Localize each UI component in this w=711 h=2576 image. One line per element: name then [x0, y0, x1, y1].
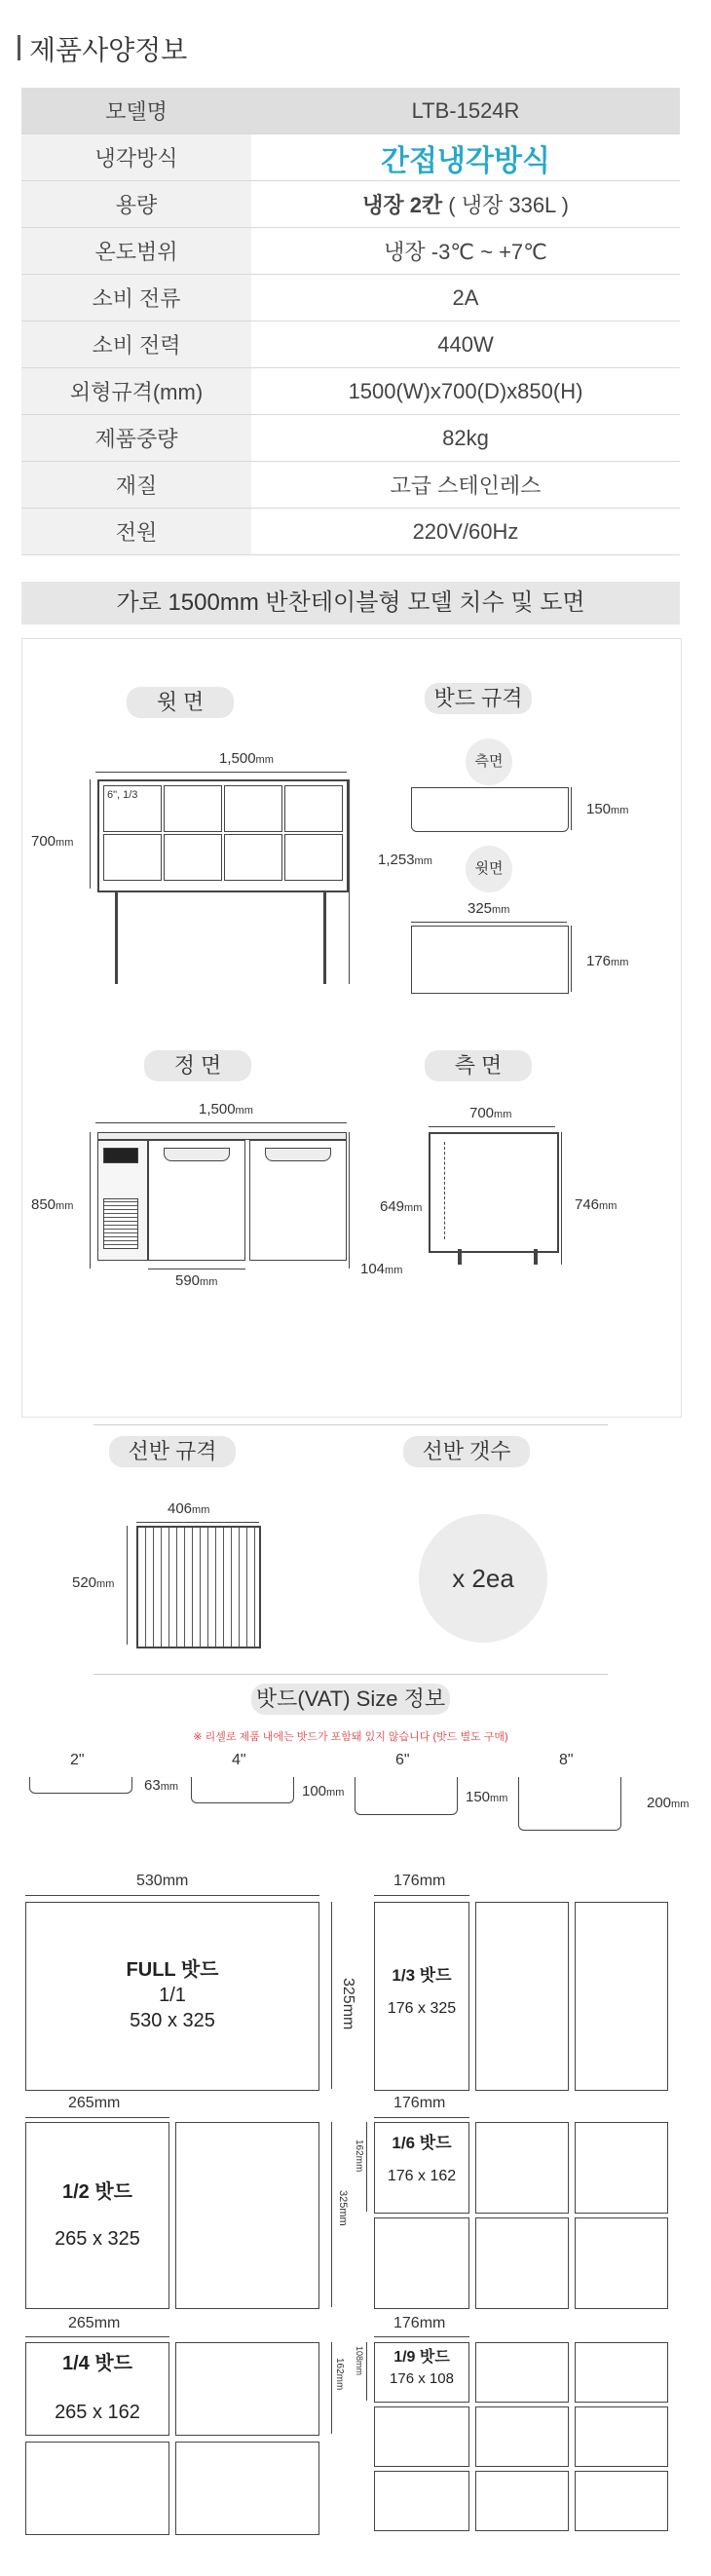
side-view-label: 측 면	[425, 1050, 532, 1081]
quarter-width-dim: 265mm	[68, 2315, 121, 2331]
shelf-spec-label: 선반 규격	[109, 1436, 236, 1467]
sixth-width-dim: 176mm	[393, 2095, 446, 2111]
front-view-label: 정 면	[144, 1050, 251, 1081]
capacity-bold: 냉장 2칸	[362, 193, 443, 217]
title-accent-bar	[18, 35, 20, 60]
vat-2inch-shape	[29, 1777, 132, 1794]
vat-cell	[164, 785, 222, 832]
third-width-dim: 176mm	[393, 1873, 446, 1889]
spec-label: 제품중량	[21, 415, 251, 462]
ninth-vat-box	[575, 2471, 668, 2531]
spec-value: 고급 스테인레스	[251, 462, 680, 509]
shelf-depth-dim: 520mm	[72, 1574, 115, 1591]
spec-value: 82kg	[251, 415, 680, 462]
spec-value: 냉장 -3℃ ~ +7℃	[251, 228, 680, 275]
third-vat-box	[475, 1902, 569, 2091]
table-row	[21, 368, 680, 415]
dimension-line	[374, 2117, 469, 2118]
third-vat-name: 1/3 밧드	[392, 1966, 452, 1985]
dimension-line	[25, 2117, 169, 2118]
vat-inch-8: 8"	[559, 1752, 574, 1768]
sixth-vat-size: 176 x 162	[387, 2168, 457, 2184]
dimension-line	[331, 2342, 332, 2434]
side-height-dim: 746mm	[575, 1196, 617, 1213]
vat-cell	[284, 834, 343, 881]
ninth-vat-box	[475, 2342, 569, 2403]
vat-6inch-depth: 150mm	[466, 1789, 508, 1805]
top-width-dim: 1,500mm	[219, 750, 274, 767]
spec-value: 간접냉각방식	[251, 134, 680, 181]
spec-value: 1500(W)x700(D)x850(H)	[251, 368, 680, 415]
table-row	[21, 462, 680, 509]
ninth-height-dim: 108mm	[355, 2346, 364, 2376]
ninth-vat-box	[374, 2471, 469, 2531]
spec-label: 소비 전력	[21, 322, 251, 368]
vat-cell	[103, 834, 162, 881]
vat-spec-label: 밧드 규격	[425, 683, 532, 714]
dimension-line	[411, 922, 567, 923]
third-vat-size: 176 x 325	[387, 2000, 457, 2017]
spec-value	[251, 181, 680, 228]
leg	[115, 890, 118, 984]
ninth-width-dim: 176mm	[393, 2315, 446, 2331]
table-row	[21, 322, 680, 368]
vat-inch-6: 6"	[395, 1752, 410, 1768]
full-width-dim: 530mm	[136, 1873, 189, 1889]
sixth-height-dim: 162mm	[354, 2140, 364, 2173]
shelf-drawing	[136, 1526, 261, 1648]
spec-label: 모델명	[21, 88, 251, 134]
quarter-vat-box	[25, 2442, 169, 2535]
full-height-dim: 325mm	[340, 1978, 356, 2030]
dimension-line	[25, 2336, 169, 2337]
dimension-line	[90, 779, 91, 889]
quarter-vat-box	[175, 2342, 319, 2436]
quarter-vat-box	[175, 2442, 319, 2535]
spec-value: 2A	[251, 275, 680, 322]
table-row	[21, 181, 680, 228]
dimension-line	[136, 1522, 259, 1523]
vat-6inch-shape	[355, 1777, 458, 1815]
spec-value: 220V/60Hz	[251, 509, 680, 555]
total-height-dim: 1,253mm	[378, 852, 432, 868]
table-row	[21, 228, 680, 275]
sixth-vat-box	[374, 2122, 469, 2214]
half-height-dim: 325mm	[337, 2190, 349, 2226]
spec-value: LTB-1524R	[251, 88, 680, 134]
dimension-line	[429, 1126, 555, 1127]
dimension-line	[25, 1895, 319, 1896]
dimension-line	[561, 1132, 562, 1265]
sixth-vat-box	[374, 2217, 469, 2309]
spec-label: 재질	[21, 462, 251, 509]
quarter-vat-box	[25, 2342, 169, 2436]
vat-8inch-depth: 200mm	[647, 1795, 690, 1811]
front-inner-height-dim: 649mm	[380, 1198, 423, 1215]
section-divider	[94, 1424, 608, 1425]
front-door-dim: 590mm	[175, 1272, 218, 1289]
dimension-line	[366, 2342, 367, 2401]
side-inner-line	[444, 1142, 445, 1239]
section-divider	[94, 1674, 608, 1675]
dimension-line	[374, 2336, 469, 2337]
third-vat-box	[575, 1902, 668, 2091]
spec-label: 전원	[21, 509, 251, 555]
half-vat-box	[175, 2122, 319, 2309]
page-title: 제품사양정보	[29, 35, 188, 65]
dimension-line	[331, 1902, 332, 2089]
dimension-line	[571, 926, 572, 992]
shelf-width-dim: 406mm	[168, 1500, 210, 1517]
vat-4inch-depth: 100mm	[302, 1783, 345, 1799]
shelf-count-label: 선반 갯수	[403, 1436, 530, 1467]
half-vat-box	[25, 2122, 169, 2309]
control-panel	[103, 1148, 138, 1163]
half-vat-name: 1/2 밧드	[62, 2181, 132, 2203]
vat-top-shape	[411, 926, 569, 994]
grid-note: 6", 1/3	[107, 789, 138, 801]
dimension-line	[349, 1132, 350, 1269]
full-vat-box	[25, 1902, 319, 2091]
spec-value: 440W	[251, 322, 680, 368]
half-width-dim: 265mm	[68, 2095, 121, 2111]
dimension-line	[95, 772, 347, 773]
vat-2inch-depth: 63mm	[144, 1777, 179, 1794]
side-small-label: 측면	[466, 739, 512, 785]
sixth-vat-box	[575, 2122, 668, 2214]
table-row	[21, 509, 680, 555]
dimension-line	[90, 1132, 91, 1269]
sixth-vat-box	[475, 2217, 569, 2309]
front-top	[97, 1132, 347, 1140]
top-view-label: 윗 면	[127, 687, 234, 718]
vat-cell	[284, 785, 343, 832]
top-small-label: 윗면	[466, 846, 512, 892]
ninth-vat-box	[475, 2471, 569, 2531]
side-outline	[429, 1132, 559, 1253]
ninth-vat-box	[374, 2342, 469, 2403]
drawing-panel	[21, 638, 682, 1418]
table-row	[21, 134, 680, 181]
top-height-dim: 700mm	[31, 833, 74, 850]
quarter-vat-name: 1/4 밧드	[62, 2353, 132, 2374]
spec-label: 냉각방식	[21, 134, 251, 181]
ninth-vat-box	[374, 2406, 469, 2467]
vat-inch-2: 2"	[70, 1752, 85, 1768]
sixth-vat-name: 1/6 밧드	[392, 2134, 452, 2152]
vat-cell	[224, 785, 282, 832]
full-vat-size: 530 x 325	[130, 2010, 215, 2031]
sixth-vat-box	[475, 2122, 569, 2214]
dimension-line	[95, 1122, 347, 1123]
dimension-line	[571, 787, 572, 830]
sixth-vat-box	[575, 2217, 668, 2309]
vat-cell	[224, 834, 282, 881]
vat-side-shape	[411, 787, 569, 832]
vat-info-title: 밧드(VAT) Size 정보	[251, 1684, 450, 1715]
spec-table	[21, 88, 680, 555]
spec-label: 소비 전류	[21, 275, 251, 322]
table-row	[21, 275, 680, 322]
table-row	[21, 415, 680, 462]
leg	[458, 1249, 462, 1265]
dimension-line	[366, 2122, 367, 2212]
front-leg-dim: 104mm	[360, 1261, 403, 1277]
vat-note: ※ 리셀로 제품 내에는 밧드가 포함돼 있지 않습니다 (밧드 별도 구매)	[193, 1731, 508, 1743]
dimension-line	[127, 1526, 128, 1645]
door-handle	[164, 1148, 230, 1161]
vat-8inch-shape	[518, 1777, 621, 1831]
ninth-vat-box	[575, 2406, 668, 2467]
spec-label: 온도범위	[21, 228, 251, 275]
door-handle	[265, 1148, 331, 1161]
full-vat-name: FULL 밧드	[126, 1959, 219, 1981]
vat-top-depth-dim: 176mm	[586, 953, 629, 969]
vat-depth-dim: 150mm	[586, 801, 629, 817]
vent-grille	[103, 1198, 138, 1249]
leg	[323, 890, 326, 984]
half-vat-size: 265 x 325	[55, 2228, 140, 2250]
dimension-line	[374, 1895, 469, 1896]
vat-4inch-shape	[191, 1777, 294, 1803]
spec-label: 용량	[21, 181, 251, 228]
front-height-dim: 850mm	[31, 1196, 74, 1213]
quarter-height-dim: 162mm	[334, 2358, 345, 2391]
dimension-line	[331, 2122, 332, 2307]
ninth-vat-box	[575, 2342, 668, 2403]
front-width-dim: 1,500mm	[199, 1101, 253, 1118]
third-vat-box	[374, 1902, 469, 2091]
vat-inch-4: 4"	[232, 1752, 246, 1768]
dimension-line	[349, 779, 350, 984]
ninth-vat-box	[475, 2406, 569, 2467]
capacity-rest: ( 냉장 336L )	[442, 193, 569, 217]
shelf-count-circle: x 2ea	[419, 1514, 547, 1643]
ninth-vat-size: 176 x 108	[390, 2370, 454, 2387]
quarter-vat-size: 265 x 162	[55, 2402, 140, 2423]
side-width-dim: 700mm	[469, 1105, 512, 1121]
vat-width-dim: 325mm	[468, 900, 510, 917]
leg	[534, 1249, 538, 1265]
full-vat-frac: 1/1	[159, 1985, 186, 2006]
ninth-vat-name: 1/9 밧드	[393, 2349, 450, 2366]
table-row	[21, 88, 680, 134]
spec-label: 외형규격(mm)	[21, 368, 251, 415]
vat-cell	[164, 834, 222, 881]
drawing-section-title: 가로 1500mm 반찬테이블형 모델 치수 및 도면	[21, 582, 680, 625]
